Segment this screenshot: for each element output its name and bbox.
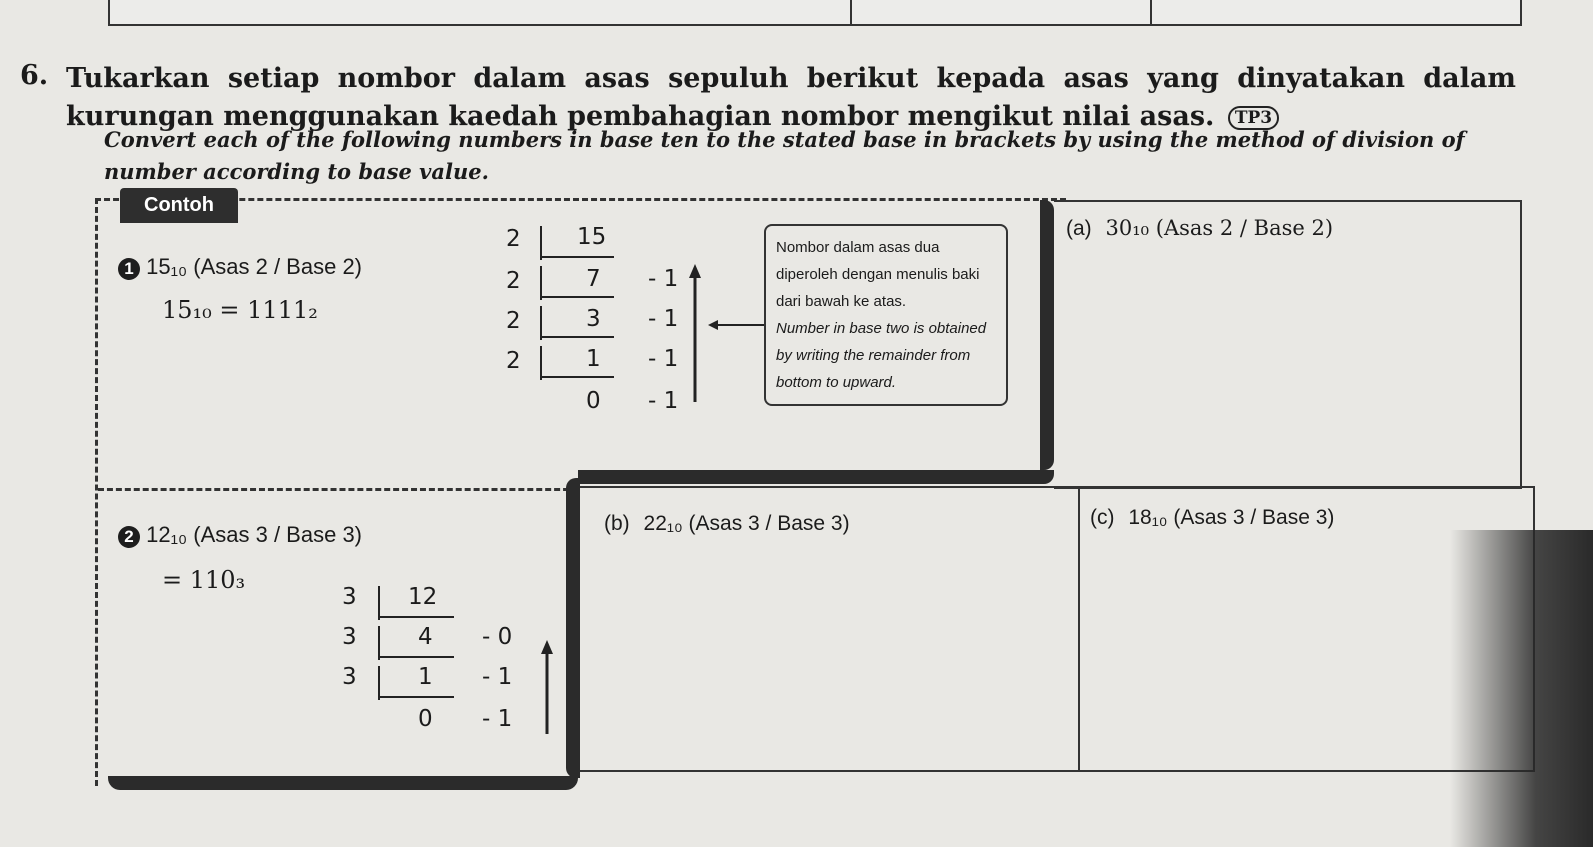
example-tab: Contoh — [120, 188, 238, 223]
quotient: 15 — [577, 224, 607, 250]
frame-border — [108, 776, 578, 790]
remainder: - 1 — [648, 388, 679, 414]
answer-b-question: 22₁₀ (Asas 3 / Base 3) — [643, 512, 850, 535]
example-1-result: 15₁₀ = 1111₂ — [162, 296, 318, 324]
answer-a-letter: (a) — [1066, 217, 1092, 240]
answer-a-question: 30₁₀ (Asas 2 / Base 2) — [1105, 216, 1334, 240]
quotient: 12 — [408, 584, 438, 610]
answer-a-label — [1066, 216, 1333, 241]
tp-level-icon: TP3 — [1228, 106, 1279, 130]
quotient: 7 — [586, 266, 601, 292]
frame-border — [1040, 200, 1054, 470]
photo-shadow — [1450, 530, 1593, 847]
answer-b-letter: (b) — [604, 512, 630, 535]
remainder: - 1 — [648, 306, 679, 332]
note-english: Number in base two is obtained by writing the remainder from bottom to upward. — [776, 320, 987, 391]
example-1-marker: 1 — [118, 258, 140, 280]
divisor: 2 — [506, 308, 521, 334]
frame-border — [578, 470, 1054, 484]
answer-c-label — [1090, 506, 1334, 530]
quotient: 1 — [418, 664, 433, 690]
answer-b-label — [604, 512, 850, 536]
quotient: 0 — [418, 706, 433, 732]
example-2-marker: 2 — [118, 526, 140, 548]
example-2-label — [118, 522, 362, 548]
arrow-up-icon — [538, 638, 558, 738]
remainder: - 1 — [648, 266, 679, 292]
question-english: Convert each of the following numbers in base ten to the stated base in brackets by using the method of division of number according to base value. — [104, 127, 1465, 184]
remainder: - 0 — [482, 624, 513, 650]
divisor: 3 — [342, 584, 357, 610]
divisor: 2 — [506, 268, 521, 294]
quotient: 3 — [586, 306, 601, 332]
divisor: 3 — [342, 624, 357, 650]
answer-c-letter: (c) — [1090, 506, 1115, 529]
quotient: 1 — [586, 346, 601, 372]
question-number: 6. — [20, 60, 49, 91]
frame-border — [566, 478, 580, 778]
arrow-up-icon — [684, 262, 774, 412]
quotient: 0 — [586, 388, 601, 414]
example-divider — [98, 488, 578, 491]
example-1-question: 15₁₀ (Asas 2 / Base 2) — [146, 254, 362, 279]
example-2-question: 12₁₀ (Asas 3 / Base 3) — [146, 522, 362, 547]
previous-answer-box — [108, 0, 1522, 26]
remainder: - 1 — [648, 346, 679, 372]
question-malay-text: Tukarkan setiap nombor dalam asas sepuluh berikut kepada asas yang dinyatakan dalam kurungan menggunakan kaedah pembahagian nombor mengikut nilai asas. — [66, 63, 1516, 132]
remainder: - 1 — [482, 664, 513, 690]
quotient: 4 — [418, 624, 433, 650]
remainder: - 1 — [482, 706, 513, 732]
answer-c-question: 18₁₀ (Asas 3 / Base 3) — [1128, 506, 1335, 529]
example-1-label — [118, 254, 362, 280]
note-malay: Nombor dalam asas dua diperoleh dengan menulis baki dari bawah ke atas. — [776, 239, 980, 310]
example-2-result: = 110₃ — [162, 566, 246, 594]
divisor: 2 — [506, 348, 521, 374]
answer-box-a[interactable] — [1054, 200, 1522, 489]
example-note — [764, 224, 1008, 406]
divisor: 2 — [506, 226, 521, 252]
answer-box-b[interactable] — [580, 486, 1080, 772]
divisor: 3 — [342, 664, 357, 690]
